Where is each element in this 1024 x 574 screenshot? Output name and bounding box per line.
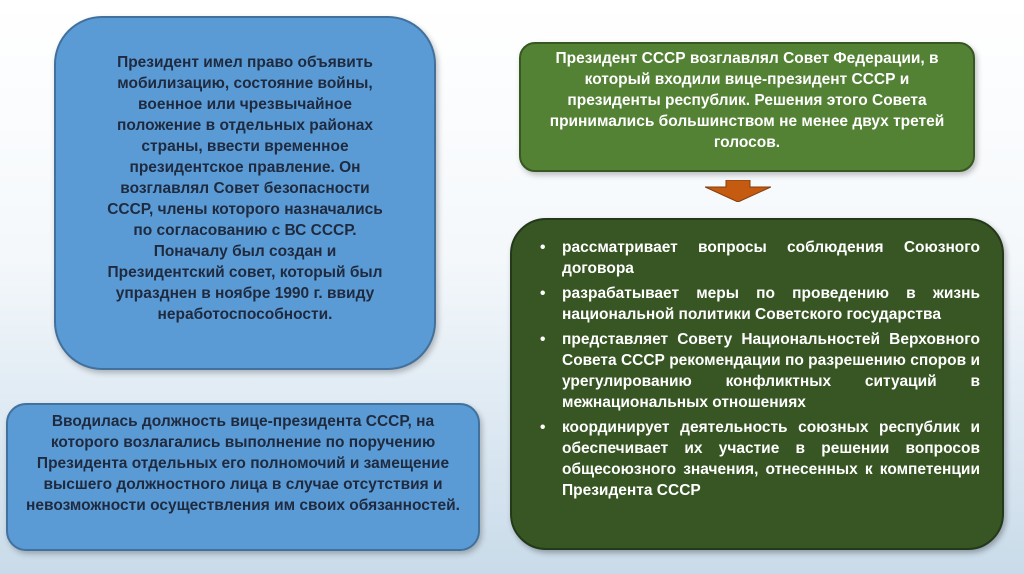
federation-council-box xyxy=(519,42,975,172)
council-functions-box xyxy=(510,218,1004,550)
council-functions-list xyxy=(534,237,980,501)
president-rights-box xyxy=(54,16,436,370)
list-item: • рассматривает вопросы соблюдения Союзного договора xyxy=(534,237,980,279)
vice-president-text: Вводилась должность вице-президента СССР, на которого возлагались выполнение по поручению Президента отдельных его полномочий и замещение высшего должностного лица в случае отсутствия и невозможности осуществления им своих обязанностей. xyxy=(26,413,460,514)
list-item: • координирует деятельность союзных республик и обеспечивает их участие в решении вопросов общесоюзного значения, отнесенных к компетенции Президента СССР xyxy=(534,417,980,501)
vice-president-box xyxy=(6,403,480,551)
list-item: • представляет Совету Национальностей Верховного Совета СССР рекомендации по разрешению споров и урегулированию конфликтных ситуаций в межнациональных отношениях xyxy=(534,329,980,413)
president-rights-text: Президент имел право объявить мобилизацию, состояние войны, военное или чрезвычайное положение в отдельных районах страны, ввести временное президентское правление. Он возглавлял Совет безопасности СССР, члены которого назначались по согласованию с ВС СССР. Поначалу был создан и Президентский совет, который был упразднен в ноябре 1990 г. ввиду неработоспособности. xyxy=(107,54,383,323)
list-item: • разрабатывает меры по проведению в жизнь национальной политики Советского государства xyxy=(534,283,980,325)
federation-council-text: Президент СССР возглавлял Совет Федерации, в который входили вице-президент СССР и президенты республик. Решения этого Совета принимались большинством не менее двух третей голосов. xyxy=(549,50,945,151)
arrow-down-icon xyxy=(705,180,771,202)
